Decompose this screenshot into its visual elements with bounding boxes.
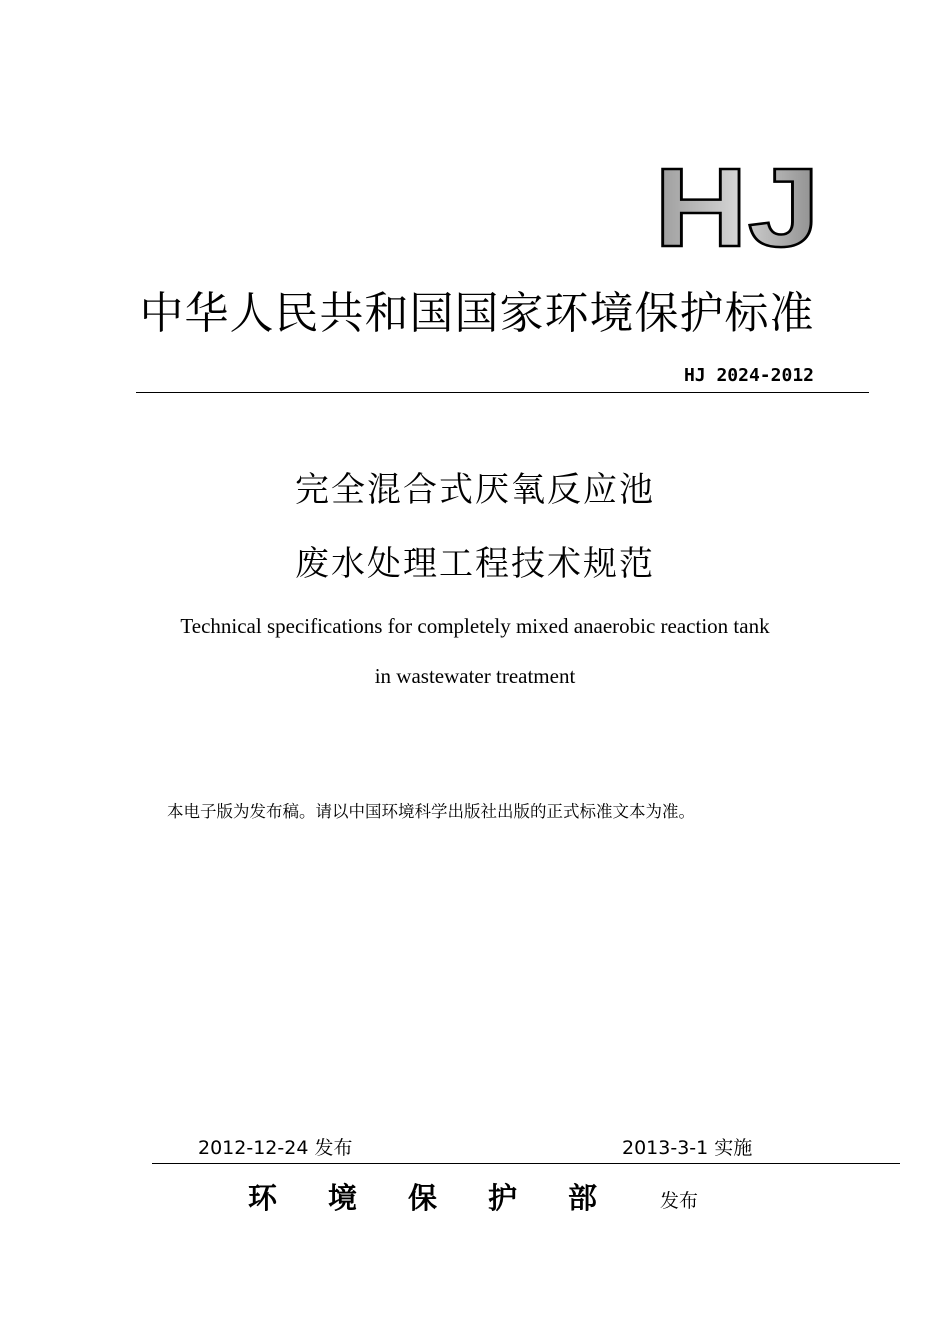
issuing-ministry: 环境保护部 xyxy=(248,1181,649,1215)
header-divider xyxy=(136,392,869,393)
issue-date: 2012-12-24 发布 xyxy=(198,1137,353,1159)
electronic-version-notice: 本电子版为发布稿。请以中国环境科学出版社出版的正式标准文本为准。 xyxy=(167,802,695,821)
issued-label: 发布 xyxy=(660,1190,699,1212)
chinese-title-line-1: 完全混合式厌氧反应池 xyxy=(295,470,655,510)
implementation-date: 2013-3-1 实施 xyxy=(622,1137,753,1159)
standard-number: HJ 2024-2012 xyxy=(683,365,814,386)
footer-divider xyxy=(152,1163,900,1164)
national-standard-title: 中华人民共和国国家环境保护标准 xyxy=(139,288,815,339)
english-title-line-1: Technical specifications for completely mixed anaerobic reaction tank xyxy=(180,614,770,638)
english-title-line-2: in wastewater treatment xyxy=(374,664,576,688)
hj-logo xyxy=(650,150,825,255)
hj-logo-text: HJ xyxy=(654,150,820,255)
chinese-title-line-2: 废水处理工程技术规范 xyxy=(295,544,655,584)
